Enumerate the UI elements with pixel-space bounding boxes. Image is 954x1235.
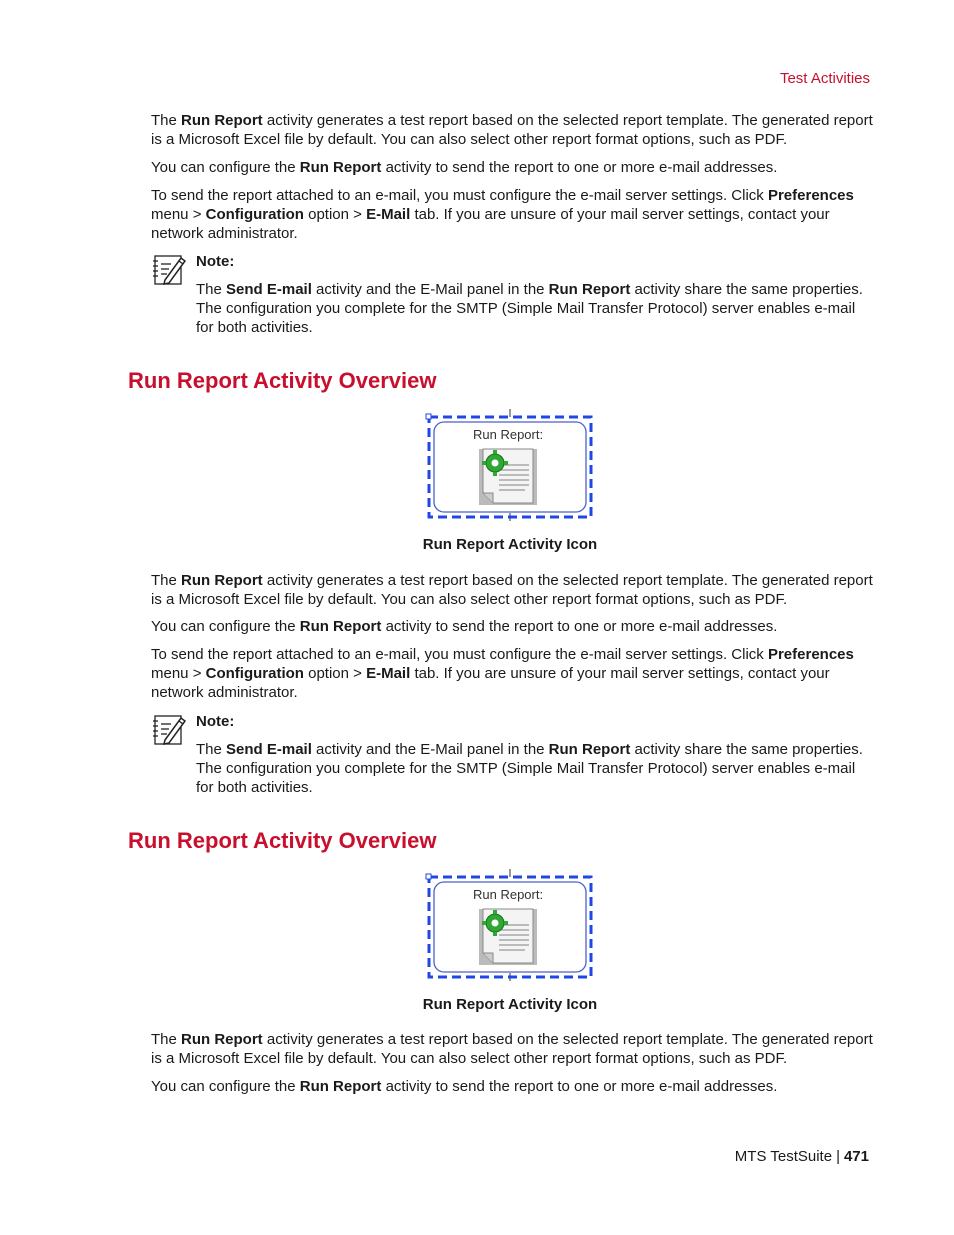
bold-term: Send E-mail	[226, 741, 312, 758]
run-report-label: Run Report:	[473, 887, 544, 902]
figure-caption: Run Report Activity Icon	[422, 996, 598, 1013]
bold-term: Send E-mail	[226, 281, 312, 298]
section-heading: Run Report Activity Overview	[128, 368, 437, 393]
bold-term: Preferences	[767, 646, 854, 663]
page-header: Test Activities	[779, 70, 870, 87]
bold-term: Run Report	[181, 572, 263, 589]
bold-term: Preferences	[767, 187, 854, 204]
bold-term: Run Report	[181, 1031, 263, 1048]
run-report-activity-icon	[425, 409, 595, 521]
run-report-label: Run Report:	[473, 427, 544, 442]
footer-separator: |	[836, 1148, 840, 1165]
note-title: Note:	[196, 253, 235, 270]
run-report-activity-icon	[425, 869, 595, 981]
paragraph: You can configure the Run Report activity to send the report to one or more e-mail addresses.	[151, 618, 778, 635]
bold-term: Run Report	[299, 1078, 382, 1095]
paragraph: You can configure the Run Report activity to send the report to one or more e-mail addresses.	[151, 1078, 778, 1095]
page-number: 471	[843, 1148, 869, 1165]
bold-term: Configuration	[205, 206, 304, 223]
paragraph: To send the report attached to an e-mail, you must configure the e-mail server settings. Click Preferences menu > Configuration option > E-Mail tab. If you are unsure of your mail server settings, contact your network administrator.	[151, 646, 854, 701]
note-body: The Send E-mail activity and the E-Mail panel in the Run Report activity share the same properties. The configuration you complete for the SMTP (Simple Mail Transfer Protocol) server enables e-mail for both activities.	[196, 741, 863, 796]
bold-term: Run Report	[548, 281, 631, 298]
bold-term: E-Mail	[366, 665, 411, 682]
bold-term: Configuration	[205, 665, 304, 682]
run-report-activity-figure	[425, 409, 595, 521]
paragraph: The Run Report activity generates a test report based on the selected report template. The generated report is a Microsoft Excel file by default. You can also select other report format options, such as PDF.	[151, 572, 873, 608]
paragraph: The Run Report activity generates a test report based on the selected report template. The generated report is a Microsoft Excel file by default. You can also select other report format options, such as PDF.	[151, 112, 873, 148]
page-footer	[735, 1148, 869, 1165]
footer-product: MTS TestSuite	[734, 1148, 833, 1165]
paragraph: The Run Report activity generates a test report based on the selected report template. The generated report is a Microsoft Excel file by default. You can also select other report format options, such as PDF.	[151, 1031, 873, 1067]
paragraph: You can configure the Run Report activity to send the report to one or more e-mail addresses.	[151, 159, 778, 176]
note-body: The Send E-mail activity and the E-Mail panel in the Run Report activity share the same properties. The configuration you complete for the SMTP (Simple Mail Transfer Protocol) server enables e-mail for both activities.	[196, 281, 863, 336]
note-pencil-icon	[151, 252, 187, 288]
bold-term: Run Report	[299, 618, 382, 635]
bold-term: Run Report	[299, 159, 382, 176]
section-heading: Run Report Activity Overview	[128, 828, 437, 853]
figure-caption: Run Report Activity Icon	[422, 536, 598, 553]
note-title: Note:	[196, 713, 235, 730]
bold-term: Run Report	[548, 741, 631, 758]
bold-term: Run Report	[181, 112, 263, 129]
run-report-activity-figure	[425, 869, 595, 981]
paragraph: To send the report attached to an e-mail, you must configure the e-mail server settings. Click Preferences menu > Configuration option > E-Mail tab. If you are unsure of your mail server settings, contact your network administrator.	[151, 187, 854, 242]
bold-term: E-Mail	[366, 206, 411, 223]
note-pencil-icon	[151, 712, 187, 748]
